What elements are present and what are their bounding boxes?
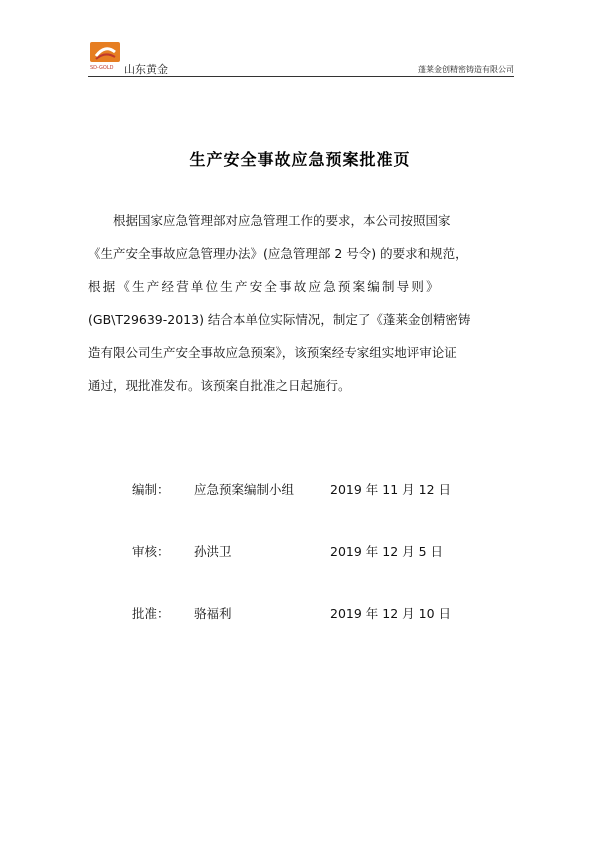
company-name: 蓬莱金创精密铸造有限公司 (418, 65, 514, 74)
approval-body (88, 204, 514, 402)
signoff-value: 应急预案编制小组 (194, 482, 295, 497)
page-header (88, 42, 514, 76)
body-line: 造有限公司生产安全事故应急预案》，该预案经专家组实地评审论证 (88, 345, 457, 360)
header-divider (88, 76, 514, 77)
signoff-date: 2019 年 12 月 5 日 (330, 544, 444, 559)
signoff-date: 2019 年 11 月 12 日 (330, 482, 451, 497)
page-title: 生产安全事故应急预案批准页 (189, 150, 411, 169)
body-line: 根据国家应急管理部对应急管理工作的要求，本公司按照国家 (88, 213, 451, 228)
body-line: 根据《生产经营单位生产安全事故应急预案编制导则》 (88, 279, 441, 294)
body-line: 通过，现批准发布。该预案自批准之日起施行。 (88, 378, 351, 393)
brand-name: 山东黄金 (124, 63, 168, 76)
body-line: 《生产安全事故应急管理办法》(应急管理部 2 号令) 的要求和规范， (88, 246, 468, 261)
signoff-label: 审核： (132, 544, 170, 559)
body-line: (GB\T29639-2013) 结合本单位实际情况，制定了《蓬莱金创精密铸 (88, 312, 471, 327)
signoff-value: 骆福利 (194, 606, 232, 621)
signoff-label: 编制： (132, 482, 170, 497)
signoff-date: 2019 年 12 月 10 日 (330, 606, 451, 621)
logo-text: SD-GOLD (90, 65, 114, 71)
signoff-value: 孙洪卫 (194, 544, 232, 559)
signoff-label: 批准： (132, 606, 170, 621)
